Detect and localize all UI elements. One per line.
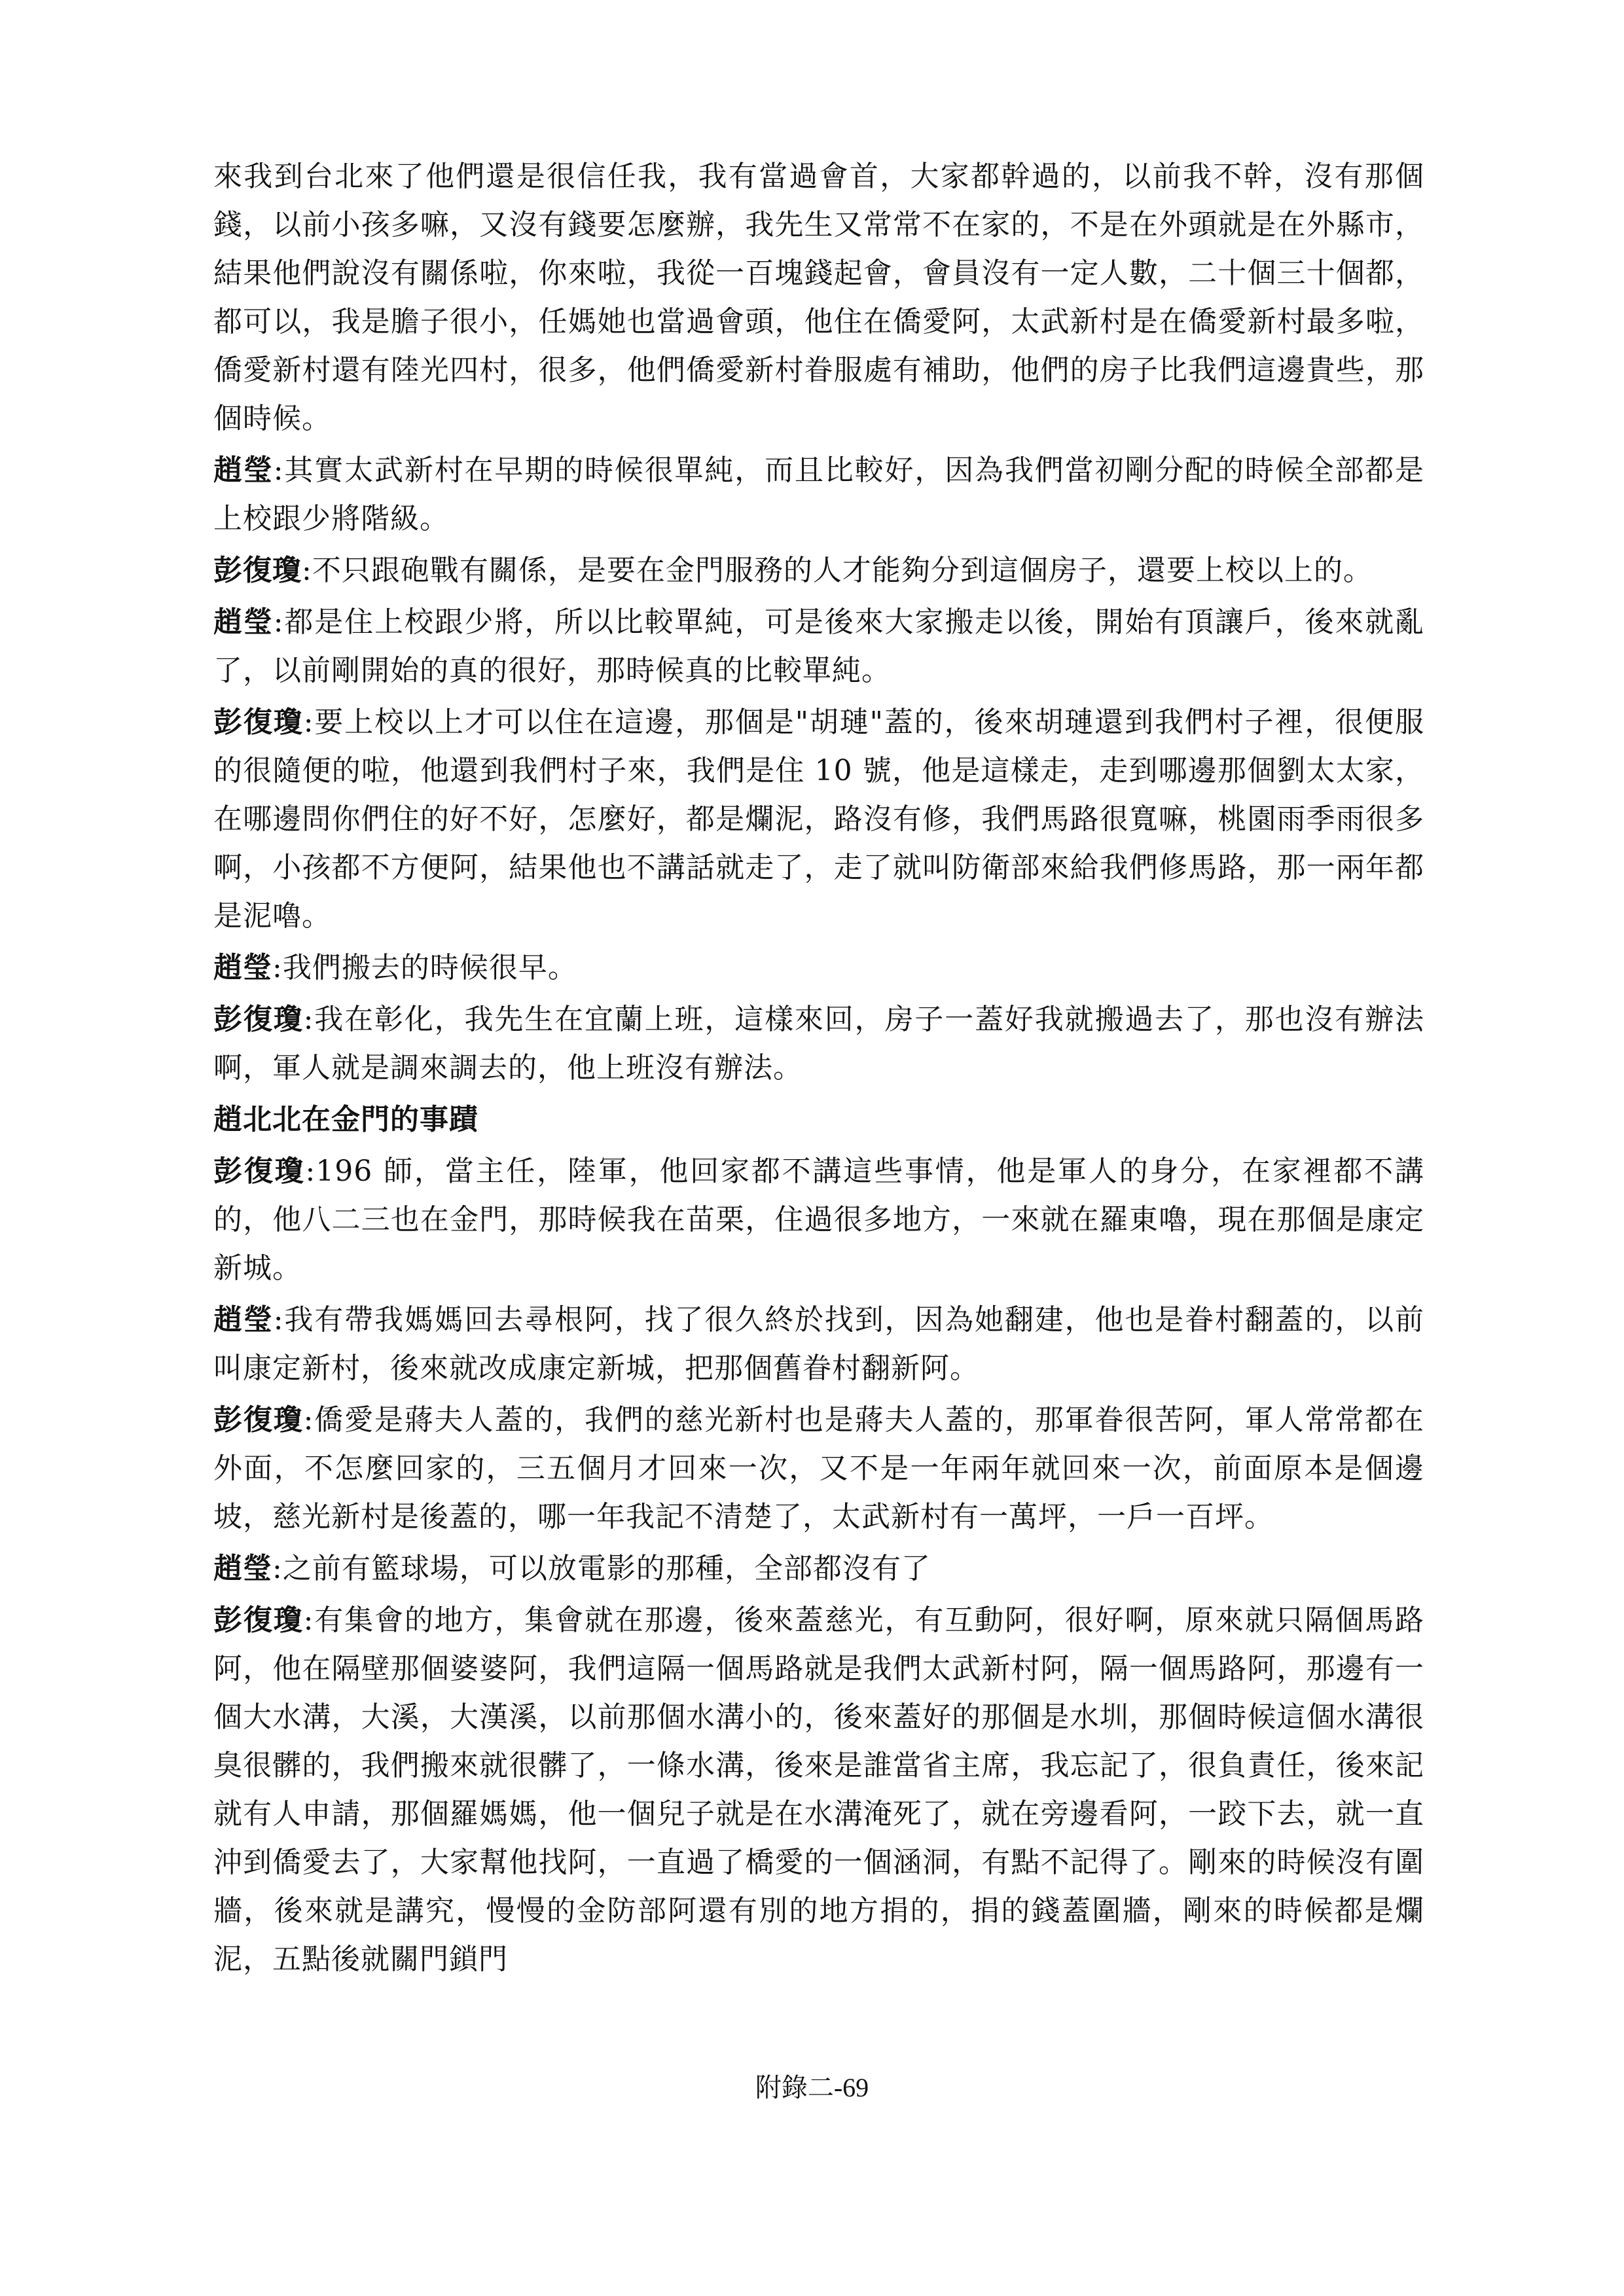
paragraph-11 [213,1545,1424,1593]
paragraph-10 [213,1396,1424,1541]
paragraph-5 [213,944,1424,992]
body-text [213,152,1424,1987]
speaker-separator: : [305,1155,316,1188]
paragraph-text: 有集會的地方，集會就在那邊，後來蓋慈光，有互動阿，很好啊，原來就只隔個馬路阿，他在隔壁那個婆婆阿，我們這隔一個馬路就是我們太武新村阿，隔一個馬路阿，那邊有一個大水溝，大溪，大漢溪，以前那個水溝小的，後來蓋好的那個是水圳，那個時候這個水溝很臭很髒的，我們搬來就很髒了，一條水溝，後來是誰當省主席，我忘記了，很負責任，後來記就有人申請，那個羅媽媽，他一個兒子就是在水溝淹死了，就在旁邊看阿，一跤下去，就一直沖到僑愛去了，大家幫他找阿，一直過了橋愛的一個涵洞，有點不記得了。剛來的時候沒有圍牆，後來就是講究，慢慢的金防部阿還有別的地方捐的，捐的錢蓋圍牆，剛來的時候都是爛泥，五點後就關門鎖門 [213,1604,1425,1976]
paragraph-3 [213,598,1424,695]
speaker-name: 彭復瓊 [213,1003,304,1036]
paragraph-8 [213,1147,1424,1293]
paragraph-text: 196 師，當主任，陸軍，他回家都不講這些事情，他是軍人的身分，在家裡都不講的，他八二三也在金門，那時候我在苗栗，住過很多地方，一來就在羅東嚕，現在那個是康定新城。 [213,1155,1425,1285]
speaker-name: 彭復瓊 [213,1155,306,1188]
paragraph-text: 來我到台北來了他們還是很信任我，我有當過會首，大家都幹過的，以前我不幹，沒有那個錢，以前小孩多嘛，又沒有錢要怎麼辦，我先生又常常不在家的，不是在外頭就是在外縣市，結果他們說沒有關係啦，你來啦，我從一百塊錢起會，會員沒有一定人數，二十個三十個都，都可以，我是膽子很小，任媽她也當過會頭，他住在僑愛阿，太武新村是在僑愛新村最多啦，僑愛新村還有陸光四村，很多，他們僑愛新村眷服處有補助，他們的房子比我們這邊貴些，那個時候。 [213,160,1424,435]
speaker-name: 彭復瓊 [213,554,302,587]
page-number: 附錄二-69 [755,2073,869,2102]
speaker-separator: : [303,1003,314,1036]
speaker-name: 彭復瓊 [213,1403,304,1437]
paragraph-text: 不只跟砲戰有關係，是要在金門服務的人才能夠分到這個房子，還要上校以上的。 [312,554,1373,587]
speaker-name: 趙瑩 [213,1552,272,1585]
paragraph-text: 我們搬去的時候很早。 [282,951,577,984]
speaker-separator: : [273,1303,284,1336]
speaker-name: 趙瑩 [213,951,272,984]
speaker-separator: : [303,706,314,739]
paragraph-text: 都是住上校跟少將，所以比較單純，可是後來大家搬走以後，開始有頂讓戶，後來就亂了，以前剛開始的真的很好，那時候真的比較單純。 [213,605,1425,687]
paragraph-4 [213,698,1424,941]
speaker-name: 彭復瓊 [213,706,304,739]
speaker-separator: : [273,605,284,639]
paragraph-text: 之前有籃球場，可以放電影的那種，全部都沒有了 [282,1552,931,1585]
paragraph-9 [213,1296,1424,1393]
speaker-name: 趙瑩 [213,605,274,639]
paragraph-text: 僑愛是蔣夫人蓋的，我們的慈光新村也是蔣夫人蓋的，那軍眷很苦阿，軍人常常都在外面，不怎麼回家的，三五個月才回來一次，又不是一年兩年就回來一次，前面原本是個邊坡，慈光新村是後蓋的，哪一年我記不清楚了，太武新村有一萬坪，一戶一百坪。 [213,1403,1425,1534]
speaker-separator: : [303,1403,314,1437]
paragraph-2 [213,547,1424,595]
paragraph-1 [213,446,1424,543]
speaker-separator: : [273,454,284,487]
speaker-name: 趙瑩 [213,454,274,487]
paragraph-6 [213,996,1424,1092]
paragraph-text: 我有帶我媽媽回去尋根阿，找了很久終於找到，因為她翻建，他也是眷村翻蓋的，以前叫康定新村，後來就改成康定新城，把那個舊眷村翻新阿。 [213,1303,1425,1385]
speaker-separator: : [303,1604,314,1637]
speaker-separator: : [272,951,283,984]
speaker-name: 彭復瓊 [213,1604,304,1637]
paragraph-text: 要上校以上才可以住在這邊，那個是"胡璉"蓋的，後來胡璉還到我們村子裡，很便服的很隨便的啦，他還到我們村子來，我們是住 10 號，他是這樣走，走到哪邊那個劉太太家，在哪邊問你們住的好不好，怎麼好，都是爛泥，路沒有修，我們馬路很寬嘛，桃園雨季雨很多啊，小孩都不方便阿，結果他也不講話就走了，走了就叫防衛部來給我們修馬路，那一兩年都是泥嚕。 [213,706,1424,933]
paragraph-12 [213,1596,1424,1984]
speaker-separator: : [272,1552,283,1585]
paragraph-text: 其實太武新村在早期的時候很單純，而且比較好，因為我們當初剛分配的時候全部都是上校跟少將階級。 [213,454,1425,535]
section-heading: 趙北北在金門的事蹟 [213,1103,478,1136]
speaker-name: 趙瑩 [213,1303,274,1336]
paragraph-0 [213,152,1424,443]
speaker-separator: : [302,554,312,587]
paragraph-text: 我在彰化，我先生在宜蘭上班，這樣來回，房子一蓋好我就搬過去了，那也沒有辦法啊，軍人就是調來調去的，他上班沒有辦法。 [213,1003,1425,1085]
